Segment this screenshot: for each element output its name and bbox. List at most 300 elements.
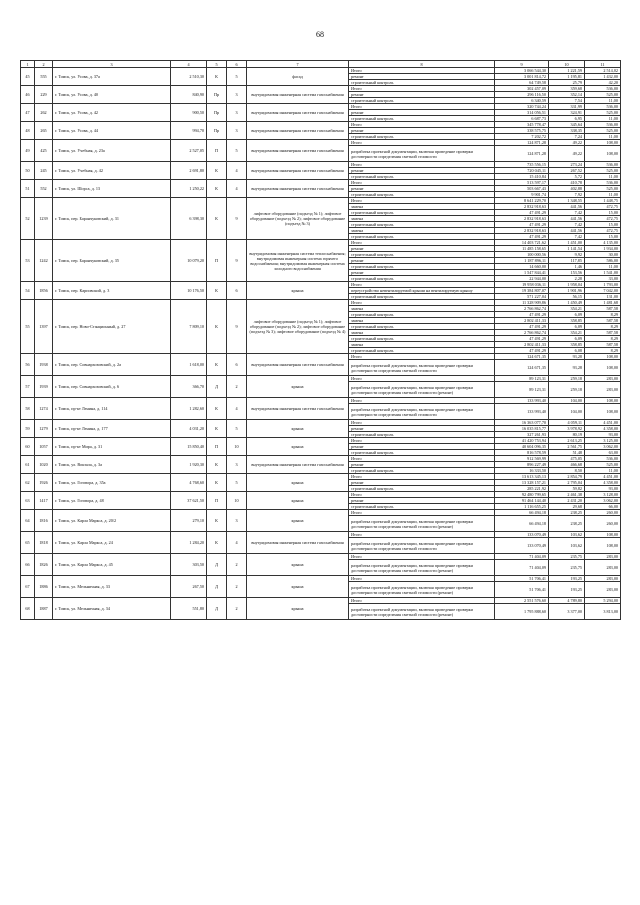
work-item: ремонт (349, 258, 495, 264)
cost-per-sqm: 358,85 (549, 318, 585, 324)
house-area: 10 079,20 (171, 240, 207, 282)
wall-material: Д (207, 376, 227, 398)
work-item: строительный контроль (349, 174, 495, 180)
house-address: г. Томск, ул. Вокзала, д. 3а (53, 456, 171, 474)
work-item: Итого (349, 492, 495, 498)
cost-per-sqm: 331,99 (549, 104, 585, 110)
work-item: строительный контроль (349, 80, 495, 86)
house-area: 6 398,30 (171, 198, 207, 240)
cost-per-sqm: 1 901,96 (549, 288, 585, 294)
cost-per-sqm: 354,21 (549, 330, 585, 336)
cost-value: 314 056,51 (495, 110, 549, 116)
house-address: г. Томск, пер. Карповский, д. 3 (53, 282, 171, 300)
work-item: ремонт (349, 426, 495, 432)
capital-repair-table (20, 60, 621, 620)
cost-per-sqm: 475,05 (549, 456, 585, 462)
wall-material: Д (207, 598, 227, 620)
cost-value: 47 491,29 (495, 348, 549, 354)
max-cost-per-sqm: 3 813,00 (585, 604, 621, 620)
cost-value: 7 202,72 (495, 134, 549, 140)
cost-per-sqm: 7,42 (549, 210, 585, 216)
cost-per-sqm: 2 461,38 (549, 492, 585, 498)
work-item: строительный контроль (349, 432, 495, 438)
work-item: Итого (349, 240, 495, 246)
max-cost-per-sqm: 536,00 (585, 122, 621, 128)
floor-count: 3 (227, 456, 247, 474)
work-type: внутридомовая инженерная система газоснабжения (247, 86, 349, 104)
header-row (21, 61, 621, 68)
work-type: внутридомовая инженерная система теплоснабжения; внутридомовая инженерная система горячего водоснабжения; внутридомовая инженерная система холодного водоснабжения (247, 240, 349, 282)
cost-value: 51 706,41 (495, 582, 549, 598)
max-cost-per-sqm: 8,29 (585, 348, 621, 354)
cost-per-sqm: 402,88 (549, 186, 585, 192)
row-number: 53 (21, 240, 35, 282)
cost-per-sqm: 1 221,59 (549, 68, 585, 74)
work-item: строительный контроль (349, 468, 495, 474)
table-row (21, 510, 621, 516)
max-cost-per-sqm: 93,00 (585, 486, 621, 492)
table-body (21, 68, 621, 620)
floor-count: 2 (227, 554, 247, 576)
house-id: 229 (35, 86, 53, 104)
work-item: разработка проектной документации, включая проведение проверки достоверности определения сметной стоимости (349, 404, 495, 420)
house-area: 1 282,60 (171, 398, 207, 420)
floor-count: 2 (227, 576, 247, 598)
table-row (21, 474, 621, 480)
column-header: 2 (35, 61, 53, 68)
house-id: 265 (35, 122, 53, 140)
cost-value: 47 491,29 (495, 210, 549, 216)
wall-material: Пр (207, 122, 227, 140)
house-id: 1816 (35, 510, 53, 532)
floor-count: 5 (227, 474, 247, 492)
work-item: строительный контроль (349, 324, 495, 330)
table-row (21, 598, 621, 604)
cost-per-sqm: 59,82 (549, 486, 585, 492)
house-id: 1274 (35, 398, 53, 420)
cost-value: 40 604 096,35 (495, 444, 549, 450)
cost-value: 92 480 799,65 (495, 492, 549, 498)
wall-material: К (207, 510, 227, 532)
max-cost-per-sqm: 11,00 (585, 192, 621, 198)
wall-material: К (207, 162, 227, 180)
house-id: 425 (35, 140, 53, 162)
work-item: разработка проектной документации, включая проведение проверки достоверности определения сметной стоимости (349, 146, 495, 162)
row-number: 56 (21, 354, 35, 376)
work-item: ремонт (349, 480, 495, 486)
house-address: г. Томск, пер. Совнархозовский, д. 2а (53, 354, 171, 376)
cost-value: 1 116 655,25 (495, 504, 549, 510)
work-item: Итого (349, 554, 495, 560)
max-cost-per-sqm: 7 042,00 (585, 288, 621, 294)
work-type: внутридомовая инженерная система газоснабжения (247, 532, 349, 554)
cost-value: 124 871,28 (495, 146, 549, 162)
house-id: 555 (35, 68, 53, 86)
floor-count: 2 (227, 376, 247, 398)
max-cost-per-sqm: 283,00 (585, 376, 621, 382)
work-item: ремонт (349, 92, 495, 98)
work-item: разработка проектной документации, включая проведение проверки достоверности определения сметной стоимости (ремонт) (349, 582, 495, 598)
max-cost-per-sqm: 1 793,00 (585, 282, 621, 288)
cost-value: 16 333,50 (495, 468, 549, 474)
row-number: 54 (21, 282, 35, 300)
work-type: крыша (247, 576, 349, 598)
cost-value: 9 901,74 (495, 192, 549, 198)
house-address: г. Томск, пр-кт Ленина, д. 177 (53, 420, 171, 438)
work-item: ремонт (349, 462, 495, 468)
cost-value: 8 641 229,70 (495, 198, 549, 204)
cost-value: 896 227,49 (495, 462, 549, 468)
floor-count: 9 (227, 240, 247, 282)
max-cost-per-sqm: 4 358,00 (585, 426, 621, 432)
work-type: крыша (247, 474, 349, 492)
cost-per-sqm: 2,28 (549, 276, 585, 282)
house-area: 900,50 (171, 104, 207, 122)
work-item: замена (349, 330, 495, 336)
max-cost-per-sqm: 1 448,75 (585, 198, 621, 204)
cost-value: 296 116,50 (495, 92, 549, 98)
max-cost-per-sqm: 11,00 (585, 116, 621, 122)
table-row (21, 104, 621, 110)
max-cost-per-sqm: 536,00 (585, 456, 621, 462)
cost-per-sqm: 93,28 (549, 360, 585, 376)
max-cost-per-sqm: 587,58 (585, 330, 621, 336)
work-type: внутридомовая инженерная система газоснабжения (247, 122, 349, 140)
cost-value: 2 551 576,60 (495, 598, 549, 604)
max-cost-per-sqm: 15,00 (585, 234, 621, 240)
work-item: Итого (349, 510, 495, 516)
row-number: 64 (21, 510, 35, 532)
cost-value: 19 384 807,07 (495, 288, 549, 294)
cost-per-sqm: 193,25 (549, 582, 585, 598)
work-item: Итого (349, 198, 495, 204)
column-header: 5 (207, 61, 227, 68)
work-item: Итого (349, 180, 495, 186)
cost-per-sqm: 153,56 (549, 270, 585, 276)
work-type: внутридомовая инженерная система газоснабжения (247, 104, 349, 122)
max-cost-per-sqm: 131,00 (585, 294, 621, 300)
wall-material: К (207, 474, 227, 492)
work-item: переустройство невентилируемой крыши на вентилируемую крышу (349, 288, 495, 294)
max-cost-per-sqm: 587,58 (585, 306, 621, 312)
row-number: 55 (21, 300, 35, 354)
floor-count: 4 (227, 180, 247, 198)
row-number: 67 (21, 576, 35, 598)
cost-value: 124 871,28 (495, 140, 549, 146)
cost-per-sqm: 29,68 (549, 504, 585, 510)
cost-value: 66 494,18 (495, 510, 549, 516)
max-cost-per-sqm: 108,00 (585, 538, 621, 554)
work-item: Итого (349, 376, 495, 382)
work-item: ремонт (349, 246, 495, 252)
cost-per-sqm: 1 958,04 (549, 282, 585, 288)
cost-per-sqm: 410,78 (549, 180, 585, 186)
max-cost-per-sqm: 11,00 (585, 264, 621, 270)
max-cost-per-sqm: 42,20 (585, 80, 621, 86)
work-item: Итого (349, 300, 495, 306)
max-cost-per-sqm: 472,75 (585, 204, 621, 210)
table-row (21, 68, 621, 74)
cost-per-sqm: 235,75 (549, 554, 585, 560)
house-area: 4 768,60 (171, 474, 207, 492)
max-cost-per-sqm: 525,00 (585, 462, 621, 468)
column-header: 6 (227, 61, 247, 68)
cost-per-sqm: 8,50 (549, 468, 585, 474)
cost-value: 47 491,29 (495, 324, 549, 330)
house-address: г. Томск, пер. Совнархозовский, д. 6 (53, 376, 171, 398)
cost-value: 11 485 158,65 (495, 246, 549, 252)
wall-material: К (207, 198, 227, 240)
max-cost-per-sqm: 536,00 (585, 104, 621, 110)
table-row (21, 376, 621, 382)
house-address: г. Томск, ул. Учебная, д. 42 (53, 162, 171, 180)
column-header: 10 (549, 61, 585, 68)
max-cost-per-sqm: 11,00 (585, 134, 621, 140)
work-item: ремонт (349, 74, 495, 80)
house-area: 2 510,30 (171, 68, 207, 86)
cost-per-sqm: 49,22 (549, 140, 585, 146)
cost-per-sqm: 3 978,92 (549, 426, 585, 432)
max-cost-per-sqm: 1 934,00 (585, 246, 621, 252)
work-item: строительный контроль (349, 210, 495, 216)
work-item: разработка проектной документации, включая проведение проверки достоверности определения сметной стоимости (ремонт) (349, 516, 495, 532)
work-item: Итого (349, 104, 495, 110)
row-number: 60 (21, 438, 35, 456)
cost-value: 14 660,00 (495, 264, 549, 270)
cost-per-sqm: 7,92 (549, 192, 585, 198)
cost-value: 13 328 157,21 (495, 480, 549, 486)
cost-per-sqm: 7,24 (549, 134, 585, 140)
house-id: 1020 (35, 456, 53, 474)
max-cost-per-sqm: 11,00 (585, 174, 621, 180)
wall-material: Пр (207, 104, 227, 122)
cost-value: 16 363 077,70 (495, 420, 549, 426)
house-area: 4 031,20 (171, 420, 207, 438)
cost-per-sqm: 2 431,20 (549, 498, 585, 504)
work-item: строительный контроль (349, 348, 495, 354)
work-item: строительный контроль (349, 276, 495, 282)
work-item: ремонт (349, 498, 495, 504)
max-cost-per-sqm: 260,00 (585, 510, 621, 516)
cost-value: 91 464 144,40 (495, 498, 549, 504)
max-cost-per-sqm: 525,00 (585, 168, 621, 174)
cost-value: 2 802 411,33 (495, 342, 549, 348)
max-cost-per-sqm: 108,00 (585, 354, 621, 360)
cost-per-sqm: 352,14 (549, 92, 585, 98)
work-item: замена (349, 318, 495, 324)
work-item: ремонт (349, 270, 495, 276)
cost-per-sqm: 235,75 (549, 560, 585, 576)
floor-count: 4 (227, 162, 247, 180)
cost-value: 2 766 862,74 (495, 306, 549, 312)
max-cost-per-sqm: 108,00 (585, 532, 621, 538)
cost-value: 47 491,29 (495, 222, 549, 228)
cost-per-sqm: 80,19 (549, 432, 585, 438)
row-number: 62 (21, 474, 35, 492)
work-item: замена (349, 306, 495, 312)
floor-count: 5 (227, 420, 247, 438)
cost-per-sqm: 1 348,55 (549, 198, 585, 204)
house-area: 551,80 (171, 598, 207, 620)
cost-value: 513 597,17 (495, 180, 549, 186)
cost-per-sqm: 345,64 (549, 122, 585, 128)
floor-count: 4 (227, 532, 247, 554)
cost-value: 912 569,99 (495, 456, 549, 462)
cost-value: 89 123,31 (495, 376, 549, 382)
work-type: внутридомовая инженерная система газоснабжения (247, 180, 349, 198)
work-type: крыша (247, 510, 349, 532)
cost-per-sqm: 4 059,11 (549, 420, 585, 426)
house-id: 1397 (35, 300, 53, 354)
max-cost-per-sqm: 536,00 (585, 162, 621, 168)
max-cost-per-sqm: 108,00 (585, 146, 621, 162)
cost-value: 720 045,11 (495, 168, 549, 174)
cost-per-sqm: 6,08 (549, 348, 585, 354)
work-item: замена (349, 216, 495, 222)
max-cost-per-sqm: 536,00 (585, 180, 621, 186)
work-type: внутридомовая инженерная система газоснабжения (247, 398, 349, 420)
house-id: 1239 (35, 198, 53, 240)
column-header: 7 (247, 61, 349, 68)
house-id: 1818 (35, 532, 53, 554)
cost-value: 2 766 862,74 (495, 330, 549, 336)
cost-per-sqm: 358,85 (549, 342, 585, 348)
work-item: строительный контроль (349, 294, 495, 300)
cost-per-sqm: 238,25 (549, 510, 585, 516)
house-id: 1887 (35, 598, 53, 620)
house-area: 366,70 (171, 376, 207, 398)
cost-value: 320 744,24 (495, 104, 549, 110)
cost-per-sqm: 7,42 (549, 222, 585, 228)
table-row (21, 180, 621, 186)
max-cost-per-sqm: 525,00 (585, 128, 621, 134)
cost-value: 3 066 544,30 (495, 68, 549, 74)
work-item: Итого (349, 420, 495, 426)
house-address: г. Томск, ул. Карла Маркса, д. 45 (53, 554, 171, 576)
wall-material: П (207, 140, 227, 162)
house-area: 2 691,80 (171, 162, 207, 180)
table-row (21, 532, 621, 538)
page-number: 68 (316, 30, 324, 39)
work-item: замена (349, 228, 495, 234)
work-item: ремонт (349, 110, 495, 116)
column-header: 1 (21, 61, 35, 68)
wall-material: К (207, 456, 227, 474)
house-id: 245 (35, 162, 53, 180)
work-item: строительный контроль (349, 312, 495, 318)
cost-value: 133 070,49 (495, 538, 549, 554)
wall-material: К (207, 68, 227, 86)
max-cost-per-sqm: 108,00 (585, 404, 621, 420)
floor-count: 4 (227, 398, 247, 420)
cost-value: 2 802 411,33 (495, 318, 549, 324)
max-cost-per-sqm: 260,00 (585, 516, 621, 532)
floor-count: 5 (227, 68, 247, 86)
cost-per-sqm: 441,56 (549, 228, 585, 234)
floor-count: 3 (227, 86, 247, 104)
max-cost-per-sqm: 108,00 (585, 360, 621, 376)
work-item: строительный контроль (349, 504, 495, 510)
max-cost-per-sqm: 30,00 (585, 252, 621, 258)
house-address: г. Томск, ул. Усова, д. 40 (53, 86, 171, 104)
cost-value: 66 494,18 (495, 516, 549, 532)
cost-per-sqm: 2 854,79 (549, 474, 585, 480)
max-cost-per-sqm: 4 358,00 (585, 480, 621, 486)
cost-per-sqm: 1 141,54 (549, 246, 585, 252)
cost-per-sqm: 7,54 (549, 98, 585, 104)
work-item: Итого (349, 398, 495, 404)
work-item: строительный контроль (349, 134, 495, 140)
work-item: Итого (349, 354, 495, 360)
max-cost-per-sqm: 15,00 (585, 222, 621, 228)
cost-per-sqm: 5,72 (549, 174, 585, 180)
work-item: Итого (349, 474, 495, 480)
cost-per-sqm: 1 195,81 (549, 74, 585, 80)
max-cost-per-sqm: 1 541,00 (585, 270, 621, 276)
house-area: 994,70 (171, 122, 207, 140)
max-cost-per-sqm: 283,00 (585, 576, 621, 582)
cost-per-sqm: 2 795,04 (549, 480, 585, 486)
max-cost-per-sqm: 283,00 (585, 554, 621, 560)
house-address: г. Томск, ул. Гоговора, д. 48 (53, 492, 171, 510)
house-address: г. Томск, пер. Ново-Станционный, д. 27 (53, 300, 171, 354)
cost-value: 1 187 896,11 (495, 258, 549, 264)
row-number: 58 (21, 398, 35, 420)
cost-value: 16 035 815,77 (495, 426, 549, 432)
house-id: 1886 (35, 576, 53, 598)
cost-per-sqm: 6,09 (549, 336, 585, 342)
work-item: Итого (349, 140, 495, 146)
work-type: лифтовое оборудование (подъезд № 1); лифтовое оборудование (подъезд № 2); лифтовое оборудование (подъезд № 3) (247, 198, 349, 240)
cost-per-sqm: 1 450,49 (549, 300, 585, 306)
work-item: Итого (349, 532, 495, 538)
row-number: 46 (21, 86, 35, 104)
table-row (21, 456, 621, 462)
work-type: внутридомовая инженерная система газоснабжения (247, 162, 349, 180)
cost-value: 22 944,00 (495, 276, 549, 282)
cost-per-sqm: 2 561,75 (549, 444, 585, 450)
table-row (21, 398, 621, 404)
work-item: Итого (349, 162, 495, 168)
cost-value: 345 778,47 (495, 122, 549, 128)
table-row (21, 300, 621, 306)
cost-value: 15 410,84 (495, 174, 549, 180)
max-cost-per-sqm: 108,00 (585, 140, 621, 146)
cost-per-sqm: 441,56 (549, 204, 585, 210)
cost-value: 47 491,29 (495, 336, 549, 342)
house-id: 1856 (35, 282, 53, 300)
max-cost-per-sqm: 33,00 (585, 276, 621, 282)
table-row (21, 554, 621, 560)
max-cost-per-sqm: 283,00 (585, 560, 621, 576)
work-type: крыша (247, 554, 349, 576)
cost-value: 41 420 753,94 (495, 438, 549, 444)
table-row (21, 198, 621, 204)
work-type: внутридомовая инженерная система газоснабжения (247, 456, 349, 474)
cost-value: 6 687,73 (495, 116, 549, 122)
table-row (21, 86, 621, 92)
cost-value: 816 578,59 (495, 450, 549, 456)
cost-value: 14 403 721,62 (495, 240, 549, 246)
house-address: г. Томск, ул. Шорса, д. 13 (53, 180, 171, 198)
row-number: 50 (21, 162, 35, 180)
work-item: строительный контроль (349, 116, 495, 122)
max-cost-per-sqm: 3 062,00 (585, 444, 621, 450)
wall-material: К (207, 282, 227, 300)
house-address: г. Томск, ул. Усова, д. 42 (53, 104, 171, 122)
work-item: строительный контроль (349, 486, 495, 492)
cost-value: 571 227,04 (495, 294, 549, 300)
